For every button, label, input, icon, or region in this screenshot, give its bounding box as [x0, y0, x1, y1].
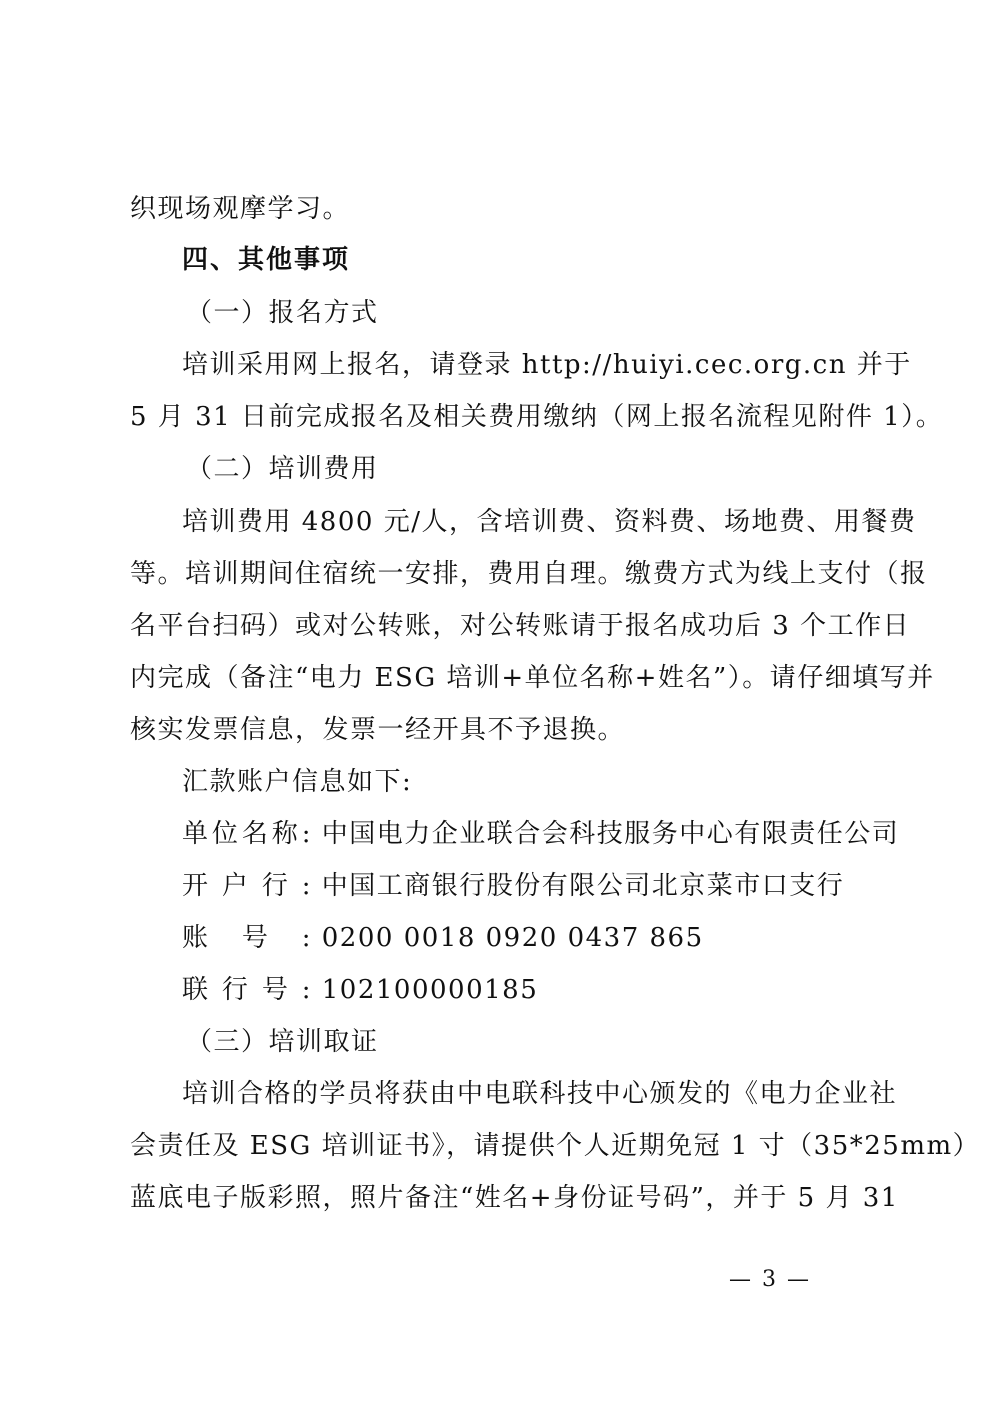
account-number-label: 账号:: [182, 923, 312, 953]
account-number-value: 0200 0018 0920 0437 865: [321, 923, 704, 953]
section-heading-other-matters: 四、其他事项: [182, 245, 351, 275]
account-name-label: 单位名称:: [182, 819, 312, 849]
fees-line-4: 内完成（备注“电力 ESG 培训+单位名称+姓名”）。请仔细填写并: [130, 663, 935, 693]
registration-line-2: 5 月 31 日前完成报名及相关费用缴纳（网上报名流程见附件 1）。: [130, 402, 944, 432]
account-intro: 汇款账户信息如下:: [182, 767, 413, 797]
account-routing-label: 联行号:: [182, 975, 312, 1005]
continuation-line: 织现场观摩学习。: [130, 194, 351, 224]
fees-line-5: 核实发票信息，发票一经开具不予退换。: [130, 715, 626, 745]
account-number-row: [182, 921, 872, 955]
fees-line-1: 培训费用 4800 元/人，含培训费、资料费、场地费、用餐费: [182, 507, 917, 537]
account-routing-value: 102100000185: [321, 975, 539, 1005]
account-bank-label: 开户行:: [182, 871, 312, 901]
account-routing-row: [182, 973, 872, 1007]
registration-line-1: 培训采用网上报名，请登录 http://huiyi.cec.org.cn 并于: [182, 350, 912, 380]
subheading-certificate: （三）培训取证: [186, 1027, 379, 1057]
subheading-fees: （二）培训费用: [186, 454, 379, 484]
fees-line-2: 等。培训期间住宿统一安排，费用自理。缴费方式为线上支付（报: [130, 559, 928, 589]
account-name-value: 中国电力企业联合会科技服务中心有限责任公司: [321, 819, 900, 849]
account-name-row: [182, 817, 900, 851]
subheading-registration: （一）报名方式: [186, 298, 379, 328]
certificate-line-3: 蓝底电子版彩照，照片备注“姓名+身份证号码”，并于 5 月 31: [130, 1183, 899, 1213]
account-bank-value: 中国工商银行股份有限公司北京菜市口支行: [321, 871, 845, 901]
certificate-line-2: 会责任及 ESG 培训证书》，请提供个人近期免冠 1 寸（35*25mm）: [130, 1131, 981, 1161]
account-bank-row: [182, 869, 872, 903]
page-number: — 3 —: [729, 1267, 811, 1292]
fees-line-3: 名平台扫码）或对公转账，对公转账请于报名成功后 3 个工作日: [130, 611, 911, 641]
certificate-line-1: 培训合格的学员将获由中电联科技中心颁发的《电力企业社: [182, 1079, 898, 1109]
